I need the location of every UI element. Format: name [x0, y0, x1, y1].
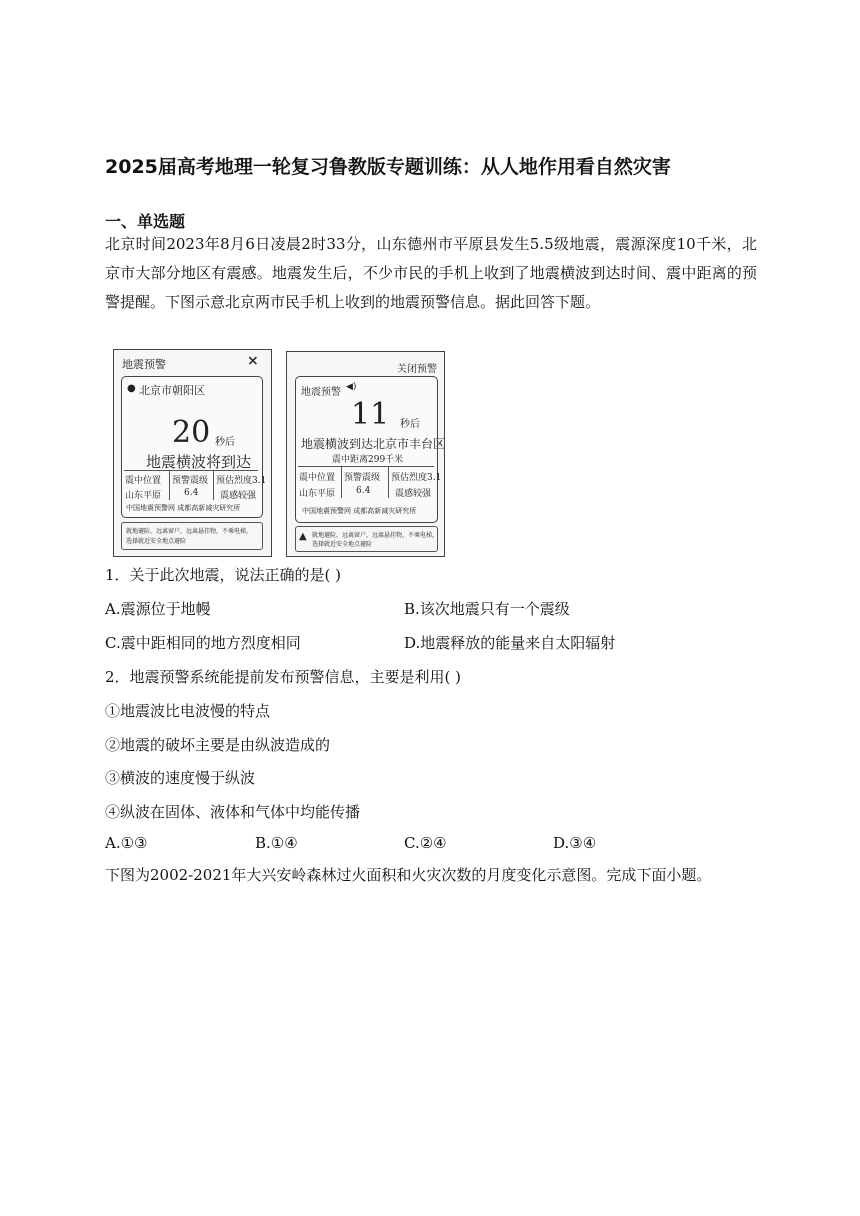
phone2-message: 地震横波到达北京市丰台区 [301, 437, 446, 451]
intro-paragraph: 北京时间2023年8月6日凌晨2时33分，山东德州市平原县发生5.5级地震，震源深度10千米，北京市大部分地区有震感。地震发生后，不少市民的手机上收到了地震横波到达时间、震中距离的预警提醒。下图示意北京两市民手机上收到的地震预警信息。据此回答下题。 [105, 235, 757, 311]
q2-statement-1: ①地震波比电波慢的特点 [105, 702, 271, 720]
phone1-col2-head: 预警震级 [172, 476, 209, 486]
phone1-seconds-unit: 秒后 [215, 437, 235, 448]
q2-option-a: A.①③ [105, 834, 148, 852]
document-title: 2025届高考地理一轮复习鲁教版专题训练：从人地作用看自然灾害 [105, 156, 671, 178]
phone1-source: 中国地震预警网 成都高新减灾研究所 [126, 504, 241, 512]
phone-screenshot-fengtai [286, 351, 445, 557]
phone2-safety-note: ▲ 就地避险，远离窗户，远离悬挂物，不乘电梯， 选择就近安全地点避险 [295, 526, 438, 552]
phone2-col2-val: 6.4 [356, 486, 371, 496]
q2-statement-4: ④纵波在固体、液体和气体中均能传播 [105, 803, 361, 821]
phone2-col3-val: 震感较强 [395, 489, 432, 499]
phone1-seconds: 20 [172, 415, 211, 450]
location-pin-icon: ● [127, 383, 136, 394]
q2-statement-2: ②地震的破坏主要是由纵波造成的 [105, 736, 331, 754]
warning-icon: ▲ [299, 531, 307, 542]
section-heading: 一、单选题 [105, 212, 186, 231]
phone1-col2-val: 6.4 [184, 488, 199, 498]
phone1-location: 北京市朝阳区 [139, 384, 205, 397]
phone1-safety-note: 就地避险，远离窗户，远离悬挂物，不乘电梯， 选择就近安全地点避险 [121, 522, 263, 550]
outro-paragraph: 下图为2002-2021年大兴安岭森林过火面积和火灾次数的月度变化示意图。完成下面小题。 [105, 866, 712, 884]
phone1-header: 地震预警 [122, 358, 166, 371]
phone1-col1-head: 震中位置 [125, 476, 162, 486]
phone1-message: 地震横波将到达 [146, 453, 252, 471]
phone1-col3-head: 预估烈度3.1 [216, 476, 267, 486]
q2-option-b: B.①④ [255, 834, 298, 852]
q1-option-c: C.震中距相同的地方烈度相同 [105, 634, 301, 652]
q2-option-c: C.②④ [404, 834, 447, 852]
phone2-distance: 震中距离299千米 [332, 455, 404, 465]
phone2-header: 地震预警 [301, 387, 341, 398]
phone2-col1-head: 震中位置 [299, 473, 336, 483]
q1-option-d: D.地震释放的能量来自太阳辐射 [404, 634, 616, 652]
close-alert-button: 关闭预警 [397, 364, 437, 375]
phone-screenshot-chaoyang [113, 349, 272, 557]
close-icon: × [247, 353, 259, 369]
q1-option-a: A.震源位于地幔 [105, 600, 211, 618]
question-2-stem: 2．地震预警系统能提前发布预警信息，主要是利用( ) [105, 668, 462, 686]
phone2-seconds: 11 [351, 397, 390, 432]
phone2-seconds-unit: 秒后 [400, 419, 420, 430]
question-1-stem: 1．关于此次地震，说法正确的是( ) [105, 566, 342, 584]
speaker-icon: ◀) [346, 382, 357, 392]
phone1-col3-val: 震感较强 [220, 491, 257, 501]
phone2-source: 中国地震预警网 成都高新减灾研究所 [302, 507, 417, 515]
phone2-col3-head: 预估烈度3.1 [391, 473, 442, 483]
phone1-col1-val: 山东平原 [125, 491, 162, 501]
phone2-col2-head: 预警震级 [344, 473, 381, 483]
q2-statement-3: ③横波的速度慢于纵波 [105, 769, 256, 787]
q2-option-d: D.③④ [553, 834, 597, 852]
q1-option-b: B.该次地震只有一个震级 [404, 600, 570, 618]
phone2-col1-val: 山东平原 [299, 489, 336, 499]
